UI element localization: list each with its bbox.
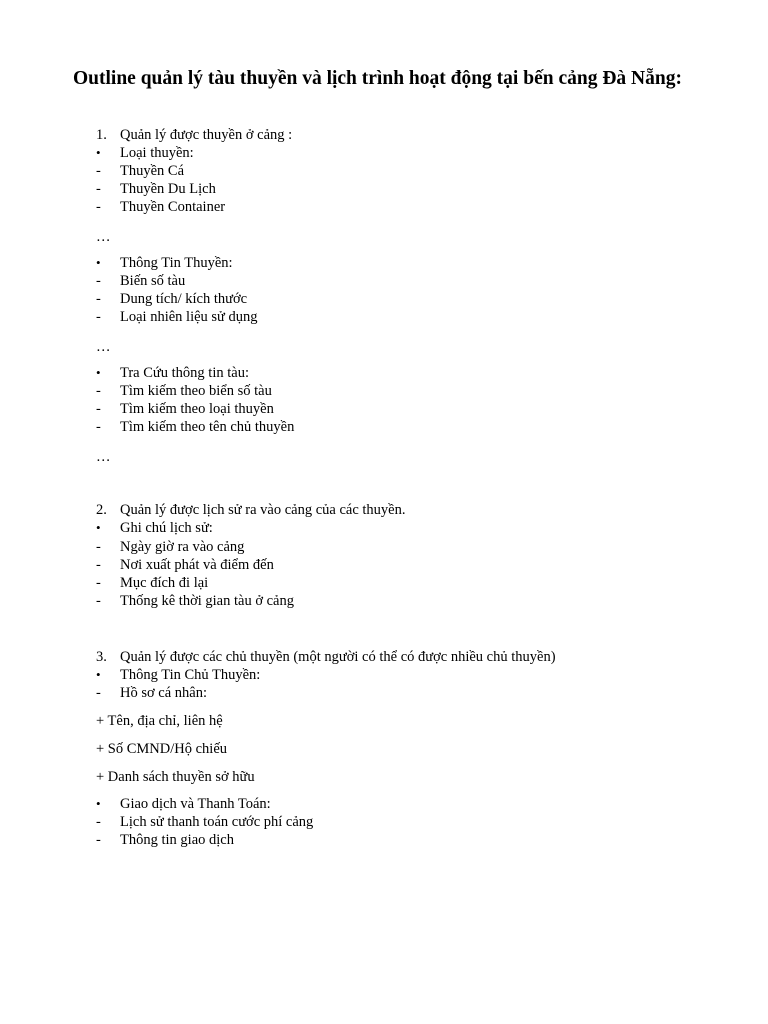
dash-marker: -	[96, 401, 101, 417]
bullet-icon: •	[96, 667, 101, 682]
dash-item-text: Loại nhiên liệu sử dụng	[120, 309, 258, 325]
ellipsis-text: …	[96, 449, 111, 465]
dash-marker: -	[96, 419, 101, 435]
dash-item-text: Thuyền Cá	[120, 163, 185, 179]
ellipsis-text: …	[96, 339, 111, 355]
dash-item-text: Thuyền Du Lịch	[120, 181, 216, 197]
dash-marker: -	[96, 593, 101, 609]
dash-marker: -	[96, 199, 101, 215]
dash-item-text: Ngày giờ ra vào cảng	[120, 539, 245, 555]
dash-marker: -	[96, 273, 101, 289]
dash-item-text: Hồ sơ cá nhân:	[120, 685, 207, 701]
dash-marker: -	[96, 832, 101, 848]
section-heading-text: Quản lý được lịch sử ra vào cảng của các thuyền.	[120, 502, 406, 518]
dash-marker: -	[96, 181, 101, 197]
list-number: 2.	[96, 502, 107, 518]
bullet-label: Giao dịch và Thanh Toán:	[120, 796, 271, 812]
dash-item-text: Nơi xuất phát và điểm đến	[120, 557, 274, 573]
dash-marker: -	[96, 557, 101, 573]
plus-item-text: + Số CMND/Hộ chiếu	[96, 741, 228, 757]
dash-marker: -	[96, 383, 101, 399]
bullet-icon: •	[96, 520, 101, 535]
dash-item-text: Tìm kiếm theo biển số tàu	[120, 383, 272, 399]
ellipsis-text: …	[96, 229, 111, 245]
bullet-label: Ghi chú lịch sử:	[120, 520, 213, 536]
bullet-icon: •	[96, 796, 101, 811]
list-number: 1.	[96, 127, 107, 143]
dash-item-text: Lịch sử thanh toán cước phí cảng	[120, 814, 314, 830]
document-title: Outline quản lý tàu thuyền và lịch trình hoạt động tại bến cảng Đà Nẵng:	[73, 68, 682, 89]
dash-marker: -	[96, 309, 101, 325]
dash-marker: -	[96, 814, 101, 830]
bullet-label: Thông Tin Thuyền:	[120, 255, 233, 271]
plus-item-text: + Tên, địa chỉ, liên hệ	[96, 713, 223, 729]
bullet-label: Loại thuyền:	[120, 145, 194, 161]
dash-item-text: Tìm kiếm theo loại thuyền	[120, 401, 274, 417]
dash-item-text: Tìm kiếm theo tên chủ thuyền	[120, 419, 295, 435]
dash-item-text: Mục đích đi lại	[120, 575, 209, 591]
dash-marker: -	[96, 575, 101, 591]
section-heading-text: Quản lý được các chủ thuyền (một người có thể có được nhiều chủ thuyền)	[120, 649, 556, 665]
list-number: 3.	[96, 649, 107, 665]
bullet-icon: •	[96, 145, 101, 160]
dash-item-text: Dung tích/ kích thước	[120, 291, 248, 307]
plus-item-text: + Danh sách thuyền sở hữu	[96, 769, 255, 785]
dash-marker: -	[96, 685, 101, 701]
section-heading-text: Quản lý được thuyền ở cảng :	[120, 127, 293, 143]
bullet-label: Thông Tin Chủ Thuyền:	[120, 667, 261, 683]
bullet-icon: •	[96, 255, 101, 270]
dash-item-text: Biến số tàu	[120, 273, 186, 289]
bullet-label: Tra Cứu thông tin tàu:	[120, 365, 249, 381]
dash-marker: -	[96, 539, 101, 555]
dash-item-text: Thông tin giao dịch	[120, 832, 234, 848]
dash-item-text: Thống kê thời gian tàu ở cảng	[120, 593, 294, 609]
bullet-icon: •	[96, 365, 101, 380]
dash-marker: -	[96, 291, 101, 307]
dash-item-text: Thuyền Container	[120, 199, 226, 215]
dash-marker: -	[96, 163, 101, 179]
